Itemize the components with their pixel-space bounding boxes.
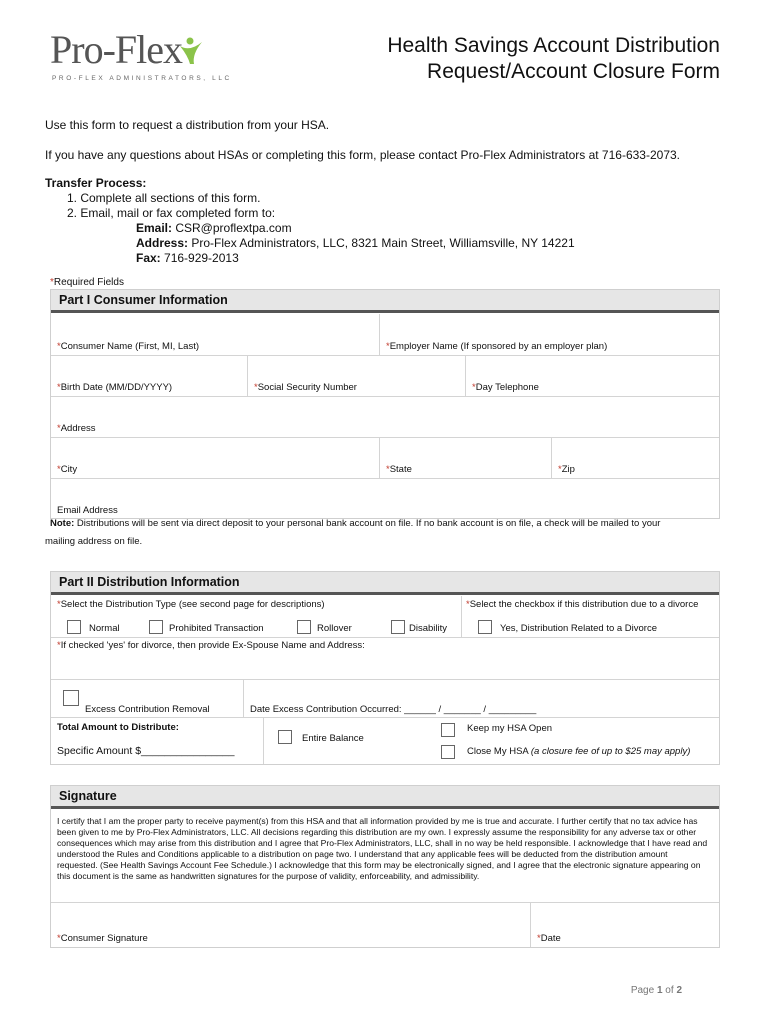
transfer-heading: Transfer Process:	[45, 176, 147, 190]
consumer-name-field[interactable]: *Consumer Name (First, MI, Last)	[51, 314, 380, 356]
required-fields-note: *Required Fields	[50, 277, 124, 288]
form-title	[387, 33, 720, 85]
intro-text-1: Use this form to request a distribution from your HSA.	[45, 118, 330, 132]
transfer-fax	[136, 251, 239, 265]
excess-contribution-label: Excess Contribution Removal	[85, 704, 210, 715]
title-line-2: Request/Account Closure Form	[427, 60, 720, 83]
address-label: Address:	[136, 236, 189, 250]
page-current: 1	[656, 985, 663, 996]
part2-heading: Part II Distribution Information	[51, 572, 719, 595]
normal-checkbox[interactable]	[67, 620, 81, 634]
total-amount-label: Total Amount to Distribute:	[57, 722, 179, 733]
intro-text-2: If you have any questions about HSAs or completing this form, please contact Pro-Flex Administrators at 716-633-2073.	[45, 148, 680, 162]
account-status-group	[434, 718, 719, 764]
note-text: Distributions will be sent via direct deposit to your personal bank account on file. If no bank account is on file, a check will be mailed to your	[74, 518, 661, 529]
city-label: City	[60, 464, 78, 475]
prohibited-transaction-label: Prohibited Transaction	[169, 623, 264, 634]
logo-text: Pro-Flex	[50, 27, 182, 72]
total-amount-group	[51, 718, 264, 764]
page-of: of	[662, 985, 677, 996]
logo	[50, 27, 182, 72]
divorce-yes-checkbox[interactable]	[478, 620, 492, 634]
excess-date-label: Date Excess Contribution Occurred: ______ / _______ / _________	[250, 704, 537, 715]
page-total: 2	[676, 985, 682, 996]
excess-contribution-checkbox[interactable]	[63, 690, 79, 706]
page-label: Page	[630, 985, 657, 996]
entire-balance-group	[264, 718, 434, 764]
closure-fee-note: (a closure fee of up to $25 may apply)	[530, 746, 691, 757]
email-value: CSR@proflextpa.com	[172, 221, 292, 235]
ex-spouse-label: If checked 'yes' for divorce, then provide Ex-Spouse Name and Address:	[60, 640, 365, 651]
day-telephone-label: Day Telephone	[475, 382, 539, 393]
fax-label: Fax:	[136, 251, 161, 265]
birth-date-label: Birth Date (MM/DD/YYYY)	[60, 382, 173, 393]
divorce-label: Select the checkbox if this distribution due to a divorce	[469, 599, 699, 610]
email-label: Email:	[136, 221, 173, 235]
figure-icon	[178, 36, 204, 66]
zip-label: Zip	[561, 464, 575, 475]
email-field[interactable]	[51, 479, 719, 518]
disability-checkbox[interactable]	[391, 620, 405, 634]
email-field-label: Email Address	[57, 505, 118, 516]
part1-section	[50, 289, 720, 519]
day-telephone-field[interactable]: *Day Telephone	[466, 356, 719, 397]
ssn-field[interactable]: *Social Security Number	[248, 356, 466, 397]
required-note-text: Required Fields	[53, 277, 124, 288]
zip-field[interactable]: *Zip	[552, 438, 719, 479]
ssn-label: Social Security Number	[257, 382, 357, 393]
certification-text: I certify that I am the proper party to receive payment(s) from this HSA and that all information provided by me is true and accurate. I further certify that no tax advice has been given to me by Pro-Flex Administrators, LLC. All decisions regarding this distribution are my own. I expressly assume the responsibility for any adverse tax or other consequences which may arise from this distribution and I agree that Pro-Flex Administrators, LLC, shall in no way be held responsible. I acknowledge that I have read and understood the Rules and Conditions applicable to a distribution on page two. I understand that any applicable fees will be deducted from the distribution amount requested. (See Health Savings Account Fee Schedule.) I acknowledge that this form may be electronically signed, and I agree that the electronic signature appearing on this document is the same as handwritten signatures for the purpose of validity, enforceability, and admissibility.	[57, 816, 708, 881]
address-field-label: Address	[60, 423, 96, 434]
distribution-type-label: Select the Distribution Type (see second page for descriptions)	[60, 599, 325, 610]
note-line-2: mailing address on file.	[45, 536, 143, 547]
signature-date-label: Date	[540, 933, 561, 944]
transfer-address	[136, 236, 575, 250]
note-line	[50, 518, 660, 529]
divorce-yes-label: Yes, Distribution Related to a Divorce	[500, 623, 658, 634]
title-line-1: Health Savings Account Distribution	[387, 34, 720, 57]
address-value: Pro-Flex Administrators, LLC, 8321 Main Street, Williamsville, NY 14221	[188, 236, 575, 250]
close-hsa-label	[467, 746, 690, 757]
prohibited-transaction-checkbox[interactable]	[149, 620, 163, 634]
consumer-name-label: Consumer Name (First, MI, Last)	[60, 341, 200, 352]
keep-hsa-open-label: Keep my HSA Open	[467, 723, 553, 734]
part1-heading: Part I Consumer Information	[51, 290, 719, 313]
signature-section	[50, 785, 720, 948]
state-field[interactable]: *State	[380, 438, 552, 479]
keep-hsa-open-checkbox[interactable]	[441, 723, 455, 737]
entire-balance-label: Entire Balance	[302, 733, 364, 744]
close-hsa-text: Close My HSA	[467, 746, 531, 757]
signature-heading: Signature	[51, 786, 719, 809]
excess-date-field[interactable]	[244, 680, 719, 718]
page-number	[631, 985, 682, 996]
address-field[interactable]: *Address	[51, 397, 719, 438]
disability-label: Disability	[409, 623, 448, 634]
consumer-signature-field[interactable]: *Consumer Signature	[51, 902, 531, 947]
transfer-step-2: 2. Email, mail or fax completed form to:	[67, 206, 276, 220]
divorce-group: *Select the checkbox if this distribution due to a divorce Yes, Distribution Related to a Divorce	[462, 596, 719, 638]
birth-date-field[interactable]: *Birth Date (MM/DD/YYYY)	[51, 356, 248, 397]
employer-name-label: Employer Name (If sponsored by an employer plan)	[389, 341, 608, 352]
logo-subtitle: PRO-FLEX ADMINISTRATORS, LLC	[52, 75, 232, 82]
employer-name-field[interactable]: *Employer Name (If sponsored by an employer plan)	[380, 314, 719, 356]
normal-label: Normal	[89, 623, 120, 634]
note-label: Note:	[50, 518, 75, 529]
consumer-signature-label: Consumer Signature	[60, 933, 148, 944]
part2-section	[50, 571, 720, 765]
transfer-step-1: 1. Complete all sections of this form.	[67, 191, 261, 205]
city-field[interactable]: *City	[51, 438, 380, 479]
state-label: State	[389, 464, 412, 475]
transfer-email	[136, 221, 292, 235]
fax-value: 716-929-2013	[160, 251, 239, 265]
close-hsa-checkbox[interactable]	[441, 745, 455, 759]
excess-contribution-group	[51, 680, 244, 718]
distribution-type-group: *Select the Distribution Type (see second page for descriptions) Normal Prohibited Transaction Rollover Disability	[51, 596, 462, 638]
specific-amount-field[interactable]: Specific Amount $________________	[57, 745, 235, 757]
entire-balance-checkbox[interactable]	[278, 730, 292, 744]
rollover-checkbox[interactable]	[297, 620, 311, 634]
rollover-label: Rollover	[317, 623, 352, 634]
signature-date-field[interactable]: *Date	[531, 902, 719, 947]
ex-spouse-field[interactable]: *If checked 'yes' for divorce, then provide Ex-Spouse Name and Address:	[51, 638, 719, 680]
